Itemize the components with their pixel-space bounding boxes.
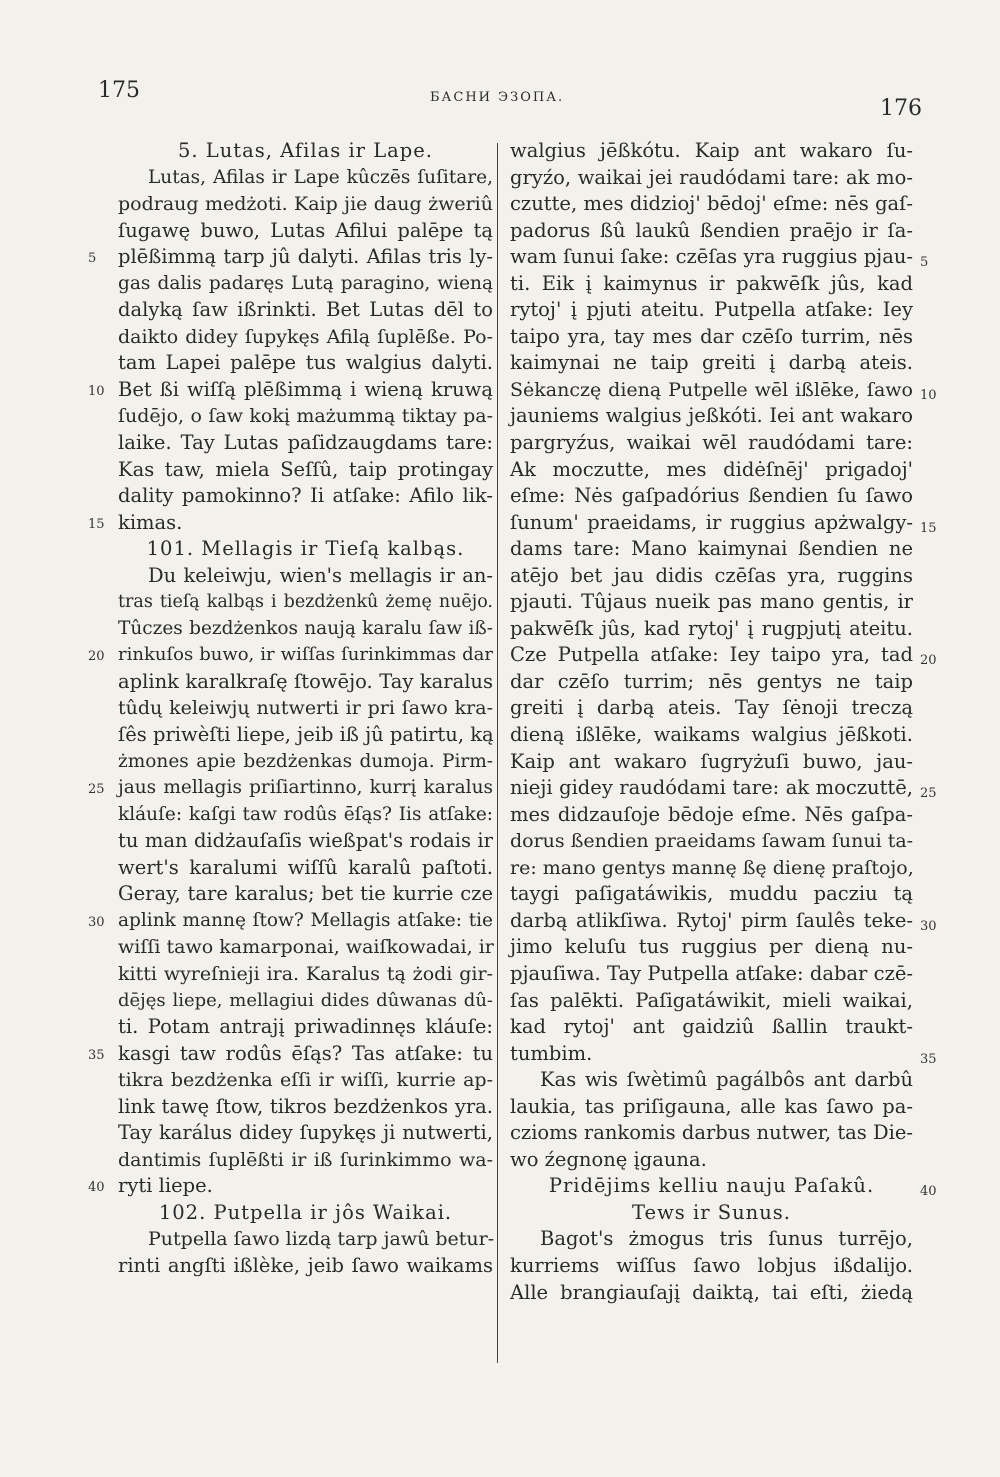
- line-text: Pridējims kelliu nauju Paſakû.: [548, 1174, 875, 1198]
- text-line: [508, 1147, 913, 1174]
- text-line: [508, 749, 913, 776]
- line-text: 101. Mellagis ir Tieſą kalbąs.: [146, 537, 465, 561]
- text-line: [88, 430, 493, 457]
- line-number: 5: [920, 255, 929, 271]
- left-page-number: 175: [98, 78, 140, 103]
- line-number: 40: [920, 1184, 937, 1200]
- text-line: [88, 324, 493, 351]
- line-text: mes didzauſoje bēdoje eſme. Nēs gaſpa-: [510, 802, 913, 826]
- text-line: [508, 1094, 913, 1121]
- text-line: [88, 642, 493, 669]
- line-number: 30: [88, 914, 105, 930]
- line-text: Du keleiwju, wien's mellagis ir an-: [148, 563, 493, 587]
- text-line: [88, 191, 493, 218]
- line-text: ſês priwèſti liepe, jeib iß jû patirtu, ką: [118, 723, 494, 747]
- text-line: [508, 1226, 913, 1253]
- line-text: Sėkanczę dieną Putpelle wēl ißlēke, ſawo: [510, 378, 913, 401]
- text-line: [88, 165, 493, 192]
- line-text: dējęs liepe, mellagiui dides dûwanas dû-: [118, 989, 493, 1011]
- line-text: rinti angſti ißlèke, jeib ſawo waikams: [118, 1253, 493, 1277]
- text-line: [88, 350, 493, 377]
- text-line: [508, 828, 913, 855]
- text-line: [508, 642, 937, 669]
- line-text: kláuſe: kaſgi taw rodûs ēſąs? Iis atſake:: [118, 803, 493, 825]
- text-line: [508, 324, 913, 351]
- line-text: ryti liepe.: [118, 1174, 213, 1198]
- line-text: Kas taw, miela Seſſû, taip protingay: [118, 457, 493, 481]
- line-text: tam Lapei palēpe tus walgius dalyti.: [118, 351, 493, 375]
- text-line: [508, 722, 913, 749]
- line-text: kurriems wiſſus ſawo lobjus ißdalijo.: [510, 1253, 913, 1277]
- text-line: [88, 483, 493, 510]
- line-text: kad rytoj' ant gaidziû ßallin traukt-: [510, 1015, 913, 1039]
- line-text: dantimis ſuplēßti ir iß ſurinkimmo wa-: [118, 1148, 493, 1171]
- line-text: żmones apie bezdżenkas dumoja. Pirm-: [118, 750, 493, 772]
- text-line: [88, 218, 493, 245]
- line-number: 25: [920, 786, 937, 802]
- line-number: 10: [88, 383, 105, 399]
- text-line: [88, 1226, 493, 1253]
- line-text: atējo bet jau didis czēſas yra, ruggins: [510, 563, 913, 587]
- text-line: [508, 934, 913, 961]
- line-text: czioms rankomis darbus nutwer, tas Die-: [510, 1121, 913, 1145]
- text-line: [88, 1253, 493, 1280]
- line-number: 35: [920, 1051, 937, 1067]
- line-text: dality pamokinno? Ii atſake: Afilo lik-: [118, 484, 493, 508]
- text-line: [508, 1067, 913, 1094]
- line-text: jimo keluſu tus ruggius per dieną nu-: [510, 935, 913, 959]
- line-text: gas dalis padaręs Lutą paragino, wieną: [118, 272, 493, 294]
- line-text: wert's karalumi wiſſû karalû paſtoti.: [118, 855, 493, 879]
- line-text: wam ſunui ſake: czēſas yra ruggius pjau-: [510, 245, 913, 269]
- line-text: dalyką ſaw ißrinkti. Bet Lutas dēl to: [118, 298, 493, 322]
- text-line: [508, 589, 913, 616]
- line-text: nieji gidey raudódami tare: ak moczuttē,: [510, 776, 913, 800]
- text-line: [88, 377, 493, 404]
- text-line: [508, 1280, 913, 1307]
- line-text: podraug medżoti. Kaip jie daug żweriû: [118, 193, 493, 216]
- line-text: plēßimmą tarp jû dalyti. Afilas tris ly-: [118, 245, 493, 269]
- section-heading: [88, 1200, 493, 1227]
- line-text: pakwēſk jûs, kad rytoj' į rugpjutį ateitu.: [510, 616, 913, 640]
- line-text: dorus ßendien praeidams ſawam ſunui ta-: [510, 830, 914, 853]
- text-line: [508, 457, 913, 484]
- line-text: pargryźus, waikai wēl raudódami tare:: [510, 431, 913, 455]
- text-line: [508, 695, 913, 722]
- line-text: greiti į darbą ateis. Tay ſėnoji treczą: [510, 696, 913, 720]
- line-text: dar czēſo turrim; nēs gentys ne taip: [510, 669, 913, 693]
- line-text: ſas palēkti. Paſigatáwikit, mieli waikai,: [510, 988, 913, 1012]
- text-line: [88, 881, 493, 908]
- line-text: daikto didey ſupykęs Afilą ſuplēße. Po-: [118, 325, 493, 348]
- text-line: [508, 138, 913, 165]
- line-text: re: mano gentys mannę ßę dienę praſtojo,: [510, 856, 914, 879]
- text-line: [88, 695, 493, 722]
- text-line: [88, 908, 493, 935]
- line-text: Putpella ſawo lizdą tarp jawû betur-: [148, 1228, 495, 1251]
- text-line: [508, 297, 913, 324]
- text-line: [508, 191, 913, 218]
- line-text: Alle brangiauſajį daiktą, tai eſti, żiedą: [510, 1280, 913, 1304]
- text-line: [88, 297, 493, 324]
- text-line: [88, 722, 493, 749]
- text-line: [508, 244, 929, 271]
- line-text: aplink mannę ſtow? Mellagis atſake: tie: [118, 909, 493, 931]
- text-line: [508, 802, 913, 829]
- line-text: Lutas, Afilas ir Lape kûczēs ſuſitare,: [148, 166, 493, 188]
- text-line: [508, 536, 913, 563]
- text-line: [88, 510, 493, 537]
- text-line: [508, 961, 913, 988]
- text-line: [508, 775, 937, 802]
- line-number: 15: [88, 516, 105, 532]
- text-line: [508, 988, 913, 1015]
- line-text: taygi paſigatáwikis, muddu pacziu tą: [510, 882, 913, 906]
- line-text: 102. Putpella ir jôs Waikai.: [158, 1200, 453, 1224]
- text-line: [508, 1041, 937, 1068]
- line-number: 40: [88, 1180, 105, 1196]
- text-line: [88, 1014, 493, 1041]
- line-text: padorus ßû laukû ßendien praējo ir ſa-: [510, 218, 913, 242]
- text-line: [88, 457, 493, 484]
- text-line: [88, 934, 493, 961]
- line-text: aplink karalkraſę ſtowējo. Tay karalus: [118, 669, 493, 693]
- line-text: ſunum' praeidams, ir ruggius apżwalgy-: [510, 510, 913, 534]
- line-text: pjauti. Tûjaus nueik pas mano gentis, ir: [510, 590, 913, 614]
- line-text: kimas.: [118, 510, 183, 534]
- line-number: 5: [88, 251, 97, 267]
- text-line: [508, 669, 913, 696]
- line-text: Kas wis ſwètimû pagálbôs ant darbû: [540, 1068, 913, 1092]
- text-line: [88, 988, 493, 1015]
- line-number: 25: [88, 782, 105, 798]
- line-text: laukia, tas priſigauna, alle kas ſawo pa-: [510, 1094, 913, 1118]
- line-text: Bet ßi wiſſą plēßimmą i wieną kruwą: [118, 377, 493, 401]
- text-line: [508, 563, 913, 590]
- line-text: pjauſiwa. Tay Putpella atſake: dabar czē-: [510, 961, 913, 985]
- line-text: czutte, mes didzioj' bēdoj' eſme: nēs gaſ-: [510, 192, 913, 216]
- column-divider: [497, 143, 498, 1363]
- line-text: Bagot's żmogus tris ſunus turrējo,: [540, 1227, 913, 1251]
- text-line: [508, 1253, 913, 1280]
- line-number: 20: [920, 653, 937, 669]
- line-text: tras tieſą kalbąs i bezdżenkû żemę nuējo.: [118, 592, 493, 613]
- text-line: [88, 616, 493, 643]
- section-heading: [88, 536, 493, 563]
- line-text: laike. Tay Lutas paſidzaugdams tare:: [118, 431, 493, 455]
- line-text: Kaip ant wakaro ſugryżuſi buwo, jau-: [510, 749, 913, 773]
- text-line: [88, 271, 493, 298]
- text-line: [508, 908, 937, 935]
- right-page-number: 176: [880, 96, 922, 121]
- text-line: [88, 589, 493, 616]
- text-line: [508, 403, 913, 430]
- line-text: kitti wyreſnieji ira. Karalus tą żodi gir-: [118, 962, 493, 985]
- line-text: Tews ir Sunus.: [632, 1200, 791, 1224]
- line-number: 30: [920, 918, 937, 934]
- text-line: [508, 377, 937, 404]
- section-heading: [88, 138, 493, 165]
- section-heading: [508, 1200, 913, 1227]
- line-number: 10: [920, 387, 937, 403]
- line-text: Tay karálus didey ſupykęs ji nutwerti,: [118, 1121, 493, 1145]
- text-line: [88, 855, 493, 882]
- left-text-column: [88, 138, 493, 1280]
- text-line: [88, 749, 493, 776]
- line-text: ti. Eik į kaimynus ir pakwēſk jûs, kad: [510, 271, 913, 295]
- text-line: [88, 403, 493, 430]
- text-line: [88, 669, 493, 696]
- line-text: tûdų keleiwjų nutwerti ir pri ſawo kra-: [118, 697, 493, 720]
- line-text: tumbim.: [510, 1041, 593, 1065]
- line-text: Tûczes bezdżenkos naują karalu ſaw iß-: [118, 617, 493, 639]
- text-line: [508, 483, 913, 510]
- text-line: [88, 244, 493, 271]
- text-line: [508, 1120, 913, 1147]
- line-text: taipo yra, tay mes dar czēſo turrim, nēs: [510, 324, 913, 348]
- line-text: wiſſi tawo kamarponai, waiſkowadai, ir: [118, 936, 494, 959]
- text-line: [508, 881, 913, 908]
- line-text: walgius jēßkótu. Kaip ant wakaro ſu-: [510, 139, 913, 162]
- line-number: 35: [88, 1047, 105, 1063]
- text-line: [508, 430, 913, 457]
- line-text: 5. Lutas, Afilas ir Lape.: [178, 139, 433, 162]
- line-text: Ak moczutte, mes didėſnēj' prigadoj': [510, 457, 913, 481]
- text-line: [508, 855, 913, 882]
- line-text: tikra bezdżenka eſſi ir wiſſi, kurrie ap-: [118, 1069, 493, 1092]
- line-text: jauniems walgius jeßkóti. Iei ant wakaro: [510, 404, 913, 428]
- text-line: [508, 616, 913, 643]
- text-line: [88, 802, 493, 829]
- line-text: dams tare: Mano kaimynai ßendien ne: [510, 537, 913, 561]
- running-title: БАСНИ ЭЗОПА.: [430, 90, 565, 105]
- line-text: rinkuſos buwo, ir wiſſas ſurinkimmas dar: [118, 644, 493, 666]
- text-line: [88, 1120, 493, 1147]
- text-line: [88, 1094, 493, 1121]
- line-text: ti. Potam antrajį priwadinnęs kláuſe:: [118, 1015, 493, 1039]
- section-heading: [508, 1173, 937, 1200]
- line-text: gryźo, waikai jei raudódami tare: ak mo-: [510, 165, 913, 189]
- right-text-column: [508, 138, 937, 1306]
- line-text: ſugawę buwo, Lutas Afilui palēpe tą: [118, 218, 493, 242]
- text-line: [88, 1041, 493, 1068]
- text-line: [508, 350, 913, 377]
- line-text: Cze Putpella atſake: Iey taipo yra, tad: [510, 643, 913, 667]
- line-text: kaimynai ne taip greiti į darbą ateis.: [510, 351, 913, 375]
- line-number: 20: [88, 649, 105, 665]
- line-text: ſudējo, o ſaw kokį mażummą tiktay pa-: [118, 405, 493, 428]
- text-line: [508, 271, 913, 298]
- text-line: [88, 961, 493, 988]
- line-text: darbą atlikſiwa. Rytoj' pirm ſaulês teke-: [510, 908, 913, 932]
- text-line: [88, 775, 493, 802]
- line-number: 15: [920, 520, 937, 536]
- line-text: Geray, tare karalus; bet tie kurrie cze: [118, 882, 493, 906]
- line-text: dieną ißlēke, waikams walgius jēßkoti.: [510, 723, 913, 747]
- line-text: rytoj' į pjuti ateitu. Putpella atſake: Iey: [510, 298, 913, 322]
- text-line: [508, 165, 913, 192]
- text-line: [88, 828, 493, 855]
- line-text: tu man didżauſaſis wießpat's rodais ir: [118, 829, 493, 853]
- text-line: [508, 1014, 913, 1041]
- line-text: wo źegnonę įgauna.: [510, 1147, 707, 1171]
- line-text: kasgi taw rodûs ēſąs? Tas atſake: tu: [118, 1041, 493, 1065]
- text-line: [508, 510, 937, 537]
- text-line: [88, 1067, 493, 1094]
- line-text: jaus mellagis priſiartinno, kurrį karalus: [118, 777, 493, 799]
- line-text: link tawę ſtow, tikros bezdżenkos yra.: [118, 1094, 493, 1118]
- line-text: eſme: Nės gaſpadórius ßendien ſu ſawo: [510, 484, 913, 508]
- text-line: [88, 1147, 493, 1174]
- text-line: [88, 563, 493, 590]
- text-line: [508, 218, 913, 245]
- text-line: [88, 1173, 493, 1200]
